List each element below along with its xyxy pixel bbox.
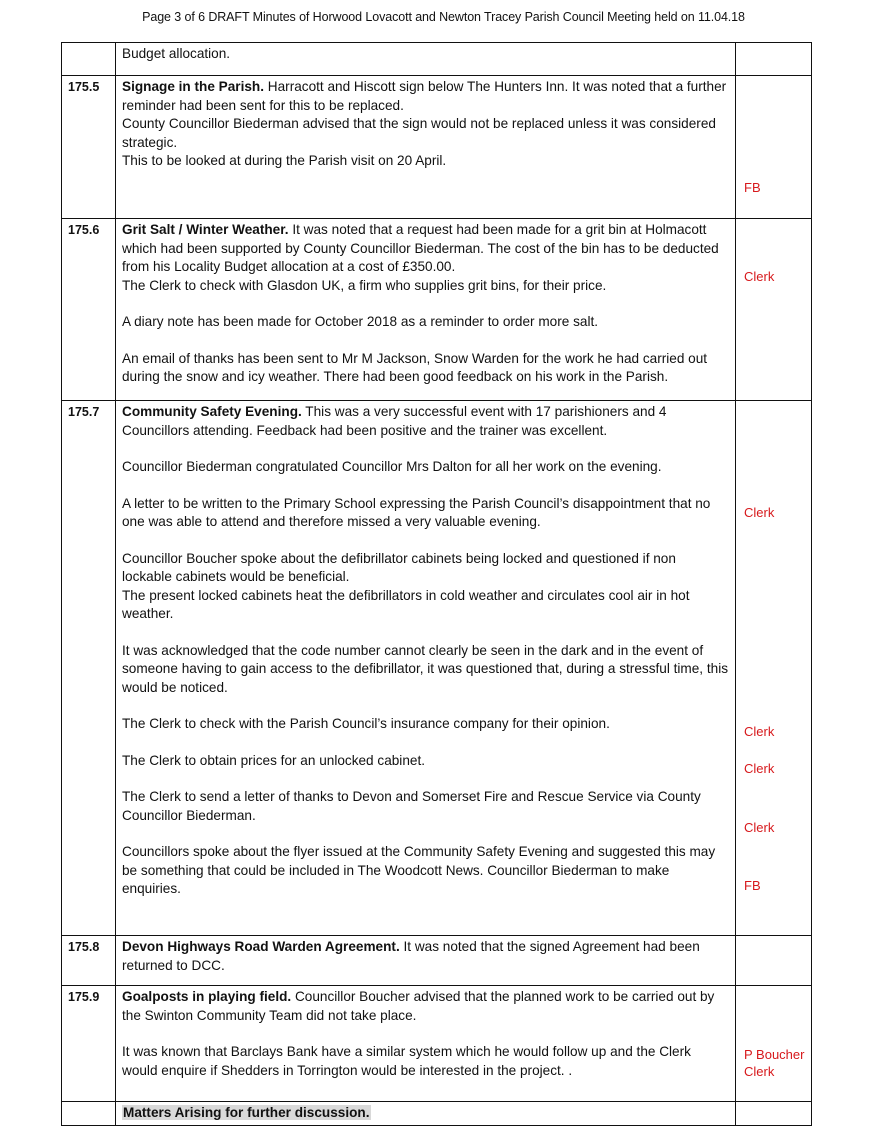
body-text: The Clerk to check with the Parish Council’s insurance company for their opinion. xyxy=(122,716,610,731)
action-cell xyxy=(736,401,812,936)
item-body xyxy=(116,76,736,219)
body-text: Harracott and Hiscott sign below The Hunters Inn. It was noted that a further reminder had been sent for this to be replaced. xyxy=(122,79,727,113)
action-owner: Clerk xyxy=(744,820,775,835)
item-title: Community Safety Evening. xyxy=(122,404,302,419)
action-cell xyxy=(736,936,812,986)
item-number: 175.5 xyxy=(62,76,116,219)
body-text: Councillor Biederman congratulated Councillor Mrs Dalton for all her work on the evening. xyxy=(122,459,662,474)
action-owner: Clerk xyxy=(744,761,775,776)
item-body xyxy=(116,43,736,76)
item-body xyxy=(116,219,736,401)
body-text: An email of thanks has been sent to Mr M Jackson, Snow Warden for the work he had carried out during the snow and icy weather. There had been good feedback on his work in the Parish. xyxy=(122,350,708,384)
action-cell xyxy=(736,76,812,219)
action-cell xyxy=(736,1102,812,1126)
body-text: Councillor Boucher spoke about the defibrillator cabinets being locked and questioned if non lockable cabinets would be beneficial. xyxy=(122,550,676,584)
item-body xyxy=(116,986,736,1102)
item-body xyxy=(116,936,736,986)
body-text: The Clerk to check with Glasdon UK, a firm who supplies grit bins, for their price. xyxy=(122,277,607,293)
item-number xyxy=(62,1102,116,1126)
action-owner: Clerk xyxy=(744,505,775,520)
table-row xyxy=(62,219,812,401)
body-text: The Clerk to send a letter of thanks to Devon and Somerset Fire and Rescue Service via County Councillor Biederman. xyxy=(122,789,701,823)
body-text: It was noted that the signed Agreement had been returned to DCC. xyxy=(122,939,700,973)
item-number: 175.7 xyxy=(62,401,116,936)
body-text: A diary note has been made for October 2018 as a reminder to order more salt. xyxy=(122,314,599,329)
action-owner: Clerk xyxy=(744,1064,775,1079)
action-owner: FB xyxy=(744,878,761,893)
body-text: Councillor Boucher advised that the planned work to be carried out by the Swinton Community Team did not take place. xyxy=(122,989,715,1023)
table-row xyxy=(62,76,812,219)
item-body xyxy=(116,401,736,936)
body-text: The Clerk to obtain prices for an unlocked cabinet. xyxy=(122,752,426,768)
item-title: Signage in the Parish. xyxy=(122,79,265,94)
body-text: A letter to be written to the Primary School expressing the Parish Council’s disappointment that no one was able to attend and therefore missed a very valuable evening. xyxy=(122,495,711,529)
item-title: Devon Highways Road Warden Agreement. xyxy=(122,939,400,954)
body-text: Councillors spoke about the flyer issued at the Community Safety Evening and suggested this may be something that could be included in The Woodcott News. Councillor Biederman to make enquiries. xyxy=(122,844,716,896)
item-title: Grit Salt / Winter Weather. xyxy=(122,222,289,237)
body-text: It was known that Barclays Bank have a similar system which he would follow up and the Clerk would enquire if Shedders in Torrington would be interested in the project. . xyxy=(122,1044,691,1078)
action-cell xyxy=(736,986,812,1102)
table-row xyxy=(62,43,812,76)
action-owner: Clerk xyxy=(744,724,775,739)
action-owner: P Boucher xyxy=(744,1047,805,1062)
body-text: It was noted that a request had been made for a grit bin at Holmacott which had been supported by County Councillor Biederman. The cost of the bin has to be deducted from his Locality Budget allocation at a cost of £350.00. xyxy=(122,222,719,274)
table-row xyxy=(62,936,812,986)
table-row xyxy=(62,401,812,936)
item-number: 175.6 xyxy=(62,219,116,401)
item-number: 175.8 xyxy=(62,936,116,986)
table-row xyxy=(62,986,812,1102)
item-body xyxy=(116,1102,736,1126)
item-number xyxy=(62,43,116,76)
body-text: It was acknowledged that the code number cannot clearly be seen in the dark and in the event of someone having to gain access to the defibrillator, it was questioned that, during a stressful time, this would be noticed. xyxy=(122,642,729,695)
body-text: The present locked cabinets heat the defibrillators in cold weather and circulates cool air in hot weather. xyxy=(122,587,690,621)
minutes-table xyxy=(61,42,812,1126)
body-text: County Councillor Biederman advised that the sign would not be replaced unless it was considered strategic. xyxy=(122,116,716,150)
table-row xyxy=(62,1102,812,1126)
body-text: This to be looked at during the Parish visit on 20 April. xyxy=(122,153,447,168)
body-text: Budget allocation. xyxy=(122,46,231,61)
action-owner: Clerk xyxy=(744,269,775,284)
action-cell xyxy=(736,43,812,76)
section-heading: Matters Arising for further discussion. xyxy=(123,1105,370,1120)
action-cell xyxy=(736,219,812,401)
page-header: Page 3 of 6 DRAFT Minutes of Horwood Lovacott and Newton Tracey Parish Council Meeting held on 11.04.18 xyxy=(142,10,745,24)
action-owner: FB xyxy=(744,180,761,195)
item-number: 175.9 xyxy=(62,986,116,1102)
body-text: This was a very successful event with 17 parishioners and 4 Councillors attending. Feedback had been positive and the trainer was excellent. xyxy=(122,404,667,438)
item-title: Goalposts in playing field. xyxy=(122,989,292,1004)
